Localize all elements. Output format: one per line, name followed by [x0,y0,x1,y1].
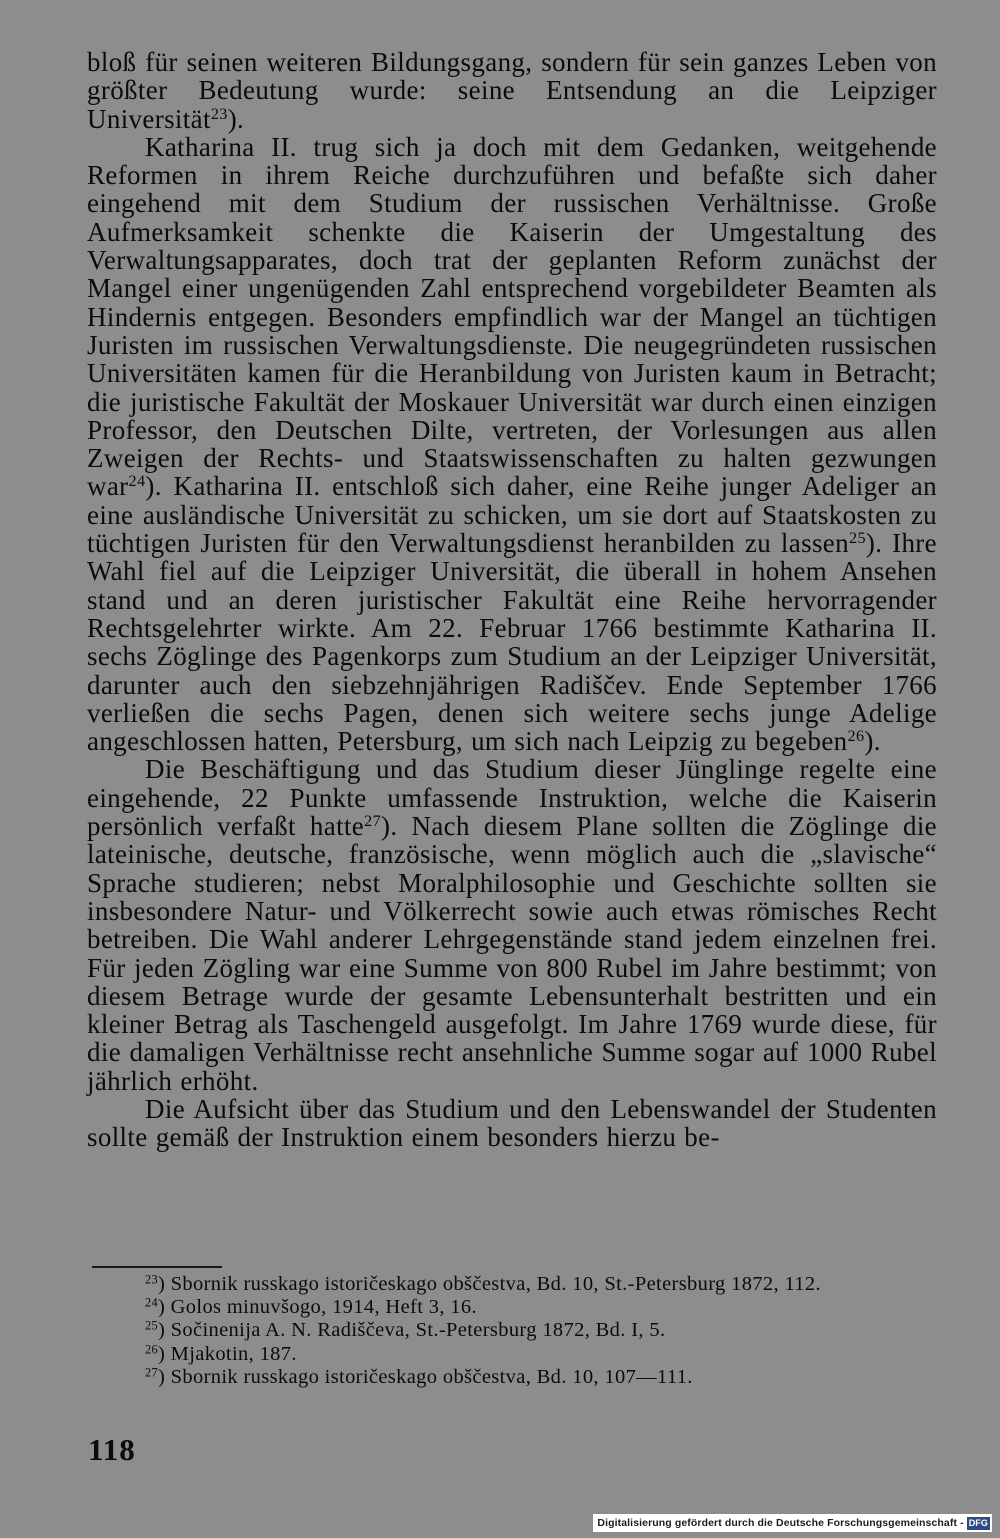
dfg-logo-icon: DFG [968,1517,988,1528]
paragraph-text: ). Ihre Wahl fiel auf die Leipziger Universität, die überall in hohem Ansehen stand und an deren juristischer Fakultät eine Reihe hervorragender Rechtsgelehrter wirkte. Am 22. Februar 1766 bestimmte Katharina II. sechs Zöglinge des Pagenkorps zum Studium an der Leipziger Universität, darunter auch den siebzehnjährigen Radiščev. Ende September 1766 verließen die sechs Pagen, denen sich weitere sechs junge Adelige angeschlossen hatten, Petersburg, um sich nach Leipzig zu begeben [87,528,937,757]
paragraph-text: ). Katharina II. entschloß sich daher, eine Reihe junger Adeliger an eine ausländische Universität zu schicken, um sie dort auf Staatskosten zu tüchtigen Juristen für den Verwaltungsdienst heranbilden zu lassen [87,471,937,559]
page-number: 118 [88,1432,136,1467]
footnotes [89,1273,937,1389]
paragraph-text: bloß für seinen weiteren Bildungsgang, sondern für sein ganzes Leben von größter Bedeutung wurde: seine Entsendung an die Leipziger Universität [87,47,937,134]
footnote [89,1319,937,1342]
body-text [87,48,937,1152]
paragraph-text: ). Nach diesem Plane sollten die Zöglinge die lateinische, deutsche, französische, wenn möglich auch die „slavische“ Sprache studieren; nebst Moralphilosophie und Geschichte sollten sie insbesondere Natur- und Völkerrecht sowie auch etwas römisches Recht betreiben. Die Wahl anderer Lehrgegenstände stand jedem einzelnen frei. Für jeden Zögling war eine Summe von 800 Rubel im Jahre bestimmt; von diesem Betrage wurde der gesamte Lebensunterhalt bestritten und ein kleiner Betrag als Taschengeld ausgefolgt. Im Jahre 1769 wurde diese, für die damaligen Verhältnisse recht ansehnliche Summe sogar auf 1000 Rubel jährlich erhöht. [87,811,937,1096]
footnote-number: 27 [145,1365,158,1380]
footnote-number: 25 [145,1318,158,1333]
paragraph-text: Katharina II. trug sich ja doch mit dem Gedanken, weitgehende Reformen in ihrem Reiche durchzuführen und befaßte sich daher eingehend mit dem Studium der russischen Verhältnisse. Große Aufmerksamkeit schenkte die Kaiserin der Umgestaltung des Verwaltungsapparates, doch trat der geplanten Reform zunächst der Mangel einer ungenügenden Zahl entsprechend vorgebildeter Beamten als Hindernis entgegen. Besonders empfindlich war der Mangel an tüchtigen Juristen im russischen Verwaltungsdienste. Die neugegründeten russischen Universitäten kamen für die Heranbildung von Juristen kaum in Betracht; die juristische Fakultät der Moskauer Universität war durch einen einzigen Professor, den Deutschen Dilte, vertreten, der Vorlesungen aus allen Zweigen der Rechts- und Staatswissenschaften zu halten gezwungen war [87,131,937,502]
footnote-reference[interactable]: 23 [210,104,228,123]
footnote-reference[interactable]: 27 [364,812,382,831]
footnote-paren: ) [158,1342,171,1365]
footnote-paren: ) [158,1296,171,1319]
footnote [89,1366,937,1389]
paragraph [87,1095,937,1152]
footnote-text: Sočinenija A. N. Radiščeva, St.-Petersburg 1872, Bd. I, 5. [170,1319,666,1342]
footnote-number: 24 [145,1295,158,1310]
footnote-number: 23 [145,1272,158,1287]
footnote [89,1296,937,1319]
footnote-paren: ) [158,1273,171,1295]
footnote-text: Sbornik russkago istoričeskago obščestva, Bd. 10, St.-Petersburg 1872, 112. [170,1273,821,1295]
footnote-reference[interactable]: 25 [849,529,866,548]
footnote [89,1273,937,1296]
footnote [89,1343,937,1366]
credit-text: Digitalisierung gefördert durch die Deutsche Forschungsgemeinschaft - [597,1517,964,1529]
footnote-paren: ) [158,1319,171,1342]
paragraph [87,48,937,133]
footnote-text: Sbornik russkago istoričeskago obščestva, Bd. 10, 107—111. [170,1365,693,1388]
paragraph-text: ). [864,726,881,757]
footnote-text: Mjakotin, 187. [170,1342,297,1365]
paragraph-text: Die Beschäftigung und das Studium dieser Jünglinge regelte eine eingehende, 22 Punkte umfassende Instruktion, welche die Kaiserin persönlich verfaßt hatte [87,754,937,842]
digitization-credit [593,1514,992,1532]
paragraph [87,133,937,756]
footnote-text: Golos minuvšogo, 1914, Heft 3, 16. [170,1296,477,1319]
footnote-paren: ) [158,1365,171,1388]
paragraph-text: ). [227,103,245,134]
paragraph-text: Die Aufsicht über das Studium und den Lebenswandel der Studenten sollte gemäß der Instruktion einem besonders hierzu be- [87,1093,937,1153]
footnote-separator [92,1266,222,1268]
footnote-reference[interactable]: 24 [128,472,146,491]
footnote-reference[interactable]: 26 [847,727,865,746]
footnote-number: 26 [145,1341,158,1356]
paragraph [87,755,937,1095]
